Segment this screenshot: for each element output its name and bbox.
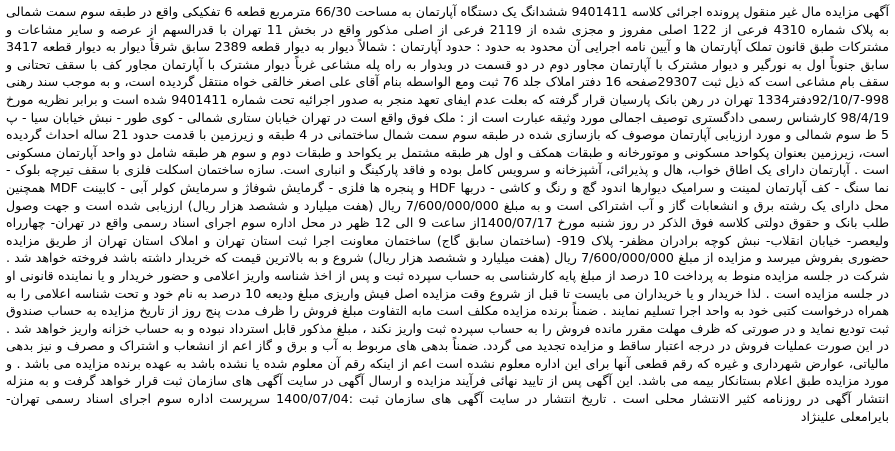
auction-notice-text: آگهی مزایده مال غیر منقول پرونده اجرائی کلاسه 9401411 ششدانگ یک دستگاه آپارتمان به مساحت 66/30 مترمربع قطعه 6 تفکیکی واقع در طبقه سوم سمت شمالی به پلاک شماره 4310 فرعی از 122 اصلی مفروز و مجزی شده از 2119 فرعی از اصلی مذکور واقع در بخش 11 تهران با قدرالسهم از عرصه و سایر مشاعات و مشترکات طبق قانون تملک آپارتمان ها و آیین نامه اجرایی آن محدود به حدود : حدود آپارتمان : شمالاً دیوار به دیوار قطعه 2389 سابق شرقاً دیوار به دیوار قطعه 3417 سابق جنوباً اول به نورگیر و دیوار مشترک با آپارتمان مجاور دوم در دو قسمت در وبدوار به راه پله مشاعی غرباً دیوار مشترک با آپارتمان مجاور کف با سقف تحتانی و سقف بام مشاعی است که ذیل ثبت 29307صفحه 16 دفتر املاک جلد 76 ثبت ومع الواسطه بنام آقای علی اصغر خالقی خواه منتقل گردیده است، و به موجب سند رهنی 998-92/10/7دفتر1334 تهران در رهن بانک پارسیان قرار گرفته که بعلت عدم ایفای تعهد منجر به صدور اجرائیه تحت شماره 9401411 شده است و برابر نظریه مورخ 98/4/19 کارشناس رسمی دادگستری توصیف اجمالی مورد وثیقه عبارت است از : ملک فوق واقع است در تهران خیابان ستاری شمالی - کوی طور - نبش خیابان سیا - پ 5 ط سوم شمالی و مورد ارزیابی آپارتمان موصوف که بازسازی شده در طبقه سوم سمت شمال ساختمانی در 4 طبقه و زیرزمین با قدمت حدود 21 ساله احداث گردیده است، زیرزمین بعنوان پکواحد مسکونی و موتورخانه و طبقات همکف و اول هر طبقه مشتمل بر یکواحد و طبقات دوم و سوم هر طبقه شامل دو واحد آپارتمان مسکونی است . آپارتمان دارای یک اطاق خواب، هال و پذیرائی، آشپزخانه و سرویس کامل بوده و فاقد پارکینگ و انباری است. سازه ساختمان اسکلت فلزی با سقف تیرچه بلوک - نما سنگ - کف آپارتمان لمینت و سرامیک دیوارها اندود گچ و رنگ و کاشی - دربها HDF و پنجره ها فلزی - گرمایش شوفاژ و سرمایش کولر آبی - کابینت MDF همچنین محل دارای یک رشته برق و انشعابات گاز و آب اشتراکی است و به مبلغ 7/600/000/000 ریال (هفت میلیارد و ششصد هزار ریال) ارزیابی شده است و جهت وصول طلب بانک و حقوق دولتی کلاسه فوق الذکر در روز شنبه مورخ 1400/07/17از ساعت 9 الی 12 ظهر در محل اداره سوم اجرای اسناد رسمی واقع در تهران- چهارراه ولیعصر- خیابان انقلاب- نبش کوچه برادران مظفر- پلاک 919- (ساختمان سابق گاج) ساختمان معاونت اجرا ثبت استان تهران و املاک استان تهران از طریق مزایده حضوری بفروش میرسد و مزایده از مبلغ 7/600/000/000 ریال (هفت میلیارد و ششصد هزار ریال) شروع و به بالاترین قیمت که خریدار داشته باشد فروخته خواهد شد . شرکت در جلسه مزایده منوط به پرداخت 10 درصد از مبلغ پایه کارشناسی به حساب سپرده ثبت و پس از اخذ شناسه واریز اعلامی و حضور خریدار و یا نماینده قانونی او در جلسه مزایده است . لذا خریدار و یا خریداران می بایست تا قبل از شروع وقت مزایده اصل فیش واریزی مبلغ ودیعه 10 درصد به نام خود و تحت شناسه اعلامی را به همراه درخواست کتبی خود به واحد اجرا تسلیم نمایند . ضمناً برنده مزایده مکلف است مابه التفاوت مبلغ فروش را ظرف مدت پنج روز از تاریخ مزایده به حساب صندوق ثبت تودیع نماید و در صورتی که ظرف مهلت مقرر مانده فروش را به حساب سپرده ثبت واریز نکند ، مبلغ مذکور قابل استرداد نبوده و به حساب خزانه واریز خواهد شد . در این صورت عملیات فروش در درجه اعتبار ساقط و مزایده تجدید می گردد. ضمناً بدهی های مربوط به آب و برق و گاز اعم از انشعاب و اشتراک و مصرف و نیز بدهی مالیاتی، عوارض شهرداری و غیره که رقم قطعی آنها برای این اداره معلوم نشده است اعم از اینکه رقم آن معلوم شده یا نشده باشد به عهده برنده مزایده می باشد . و مورد مزایده طبق اعلام بستانکار بیمه می باشد. این آگهی پس از تایید نهائی فرآیند مزایده و ارسال آگهی در سایت آگهی های سازمان ثبت قرار خواهد گرفت و به منزله انتشار آگهی در روزنامه کثیر الانتشار محلی است . تاریخ انتشار در سایت آگهی های سازمان ثبت :1400/07/04 سرپرست اداره سوم اجرای اسناد رسمی تهران- بایرامعلی علینژاد xyxy=(6,4,890,424)
